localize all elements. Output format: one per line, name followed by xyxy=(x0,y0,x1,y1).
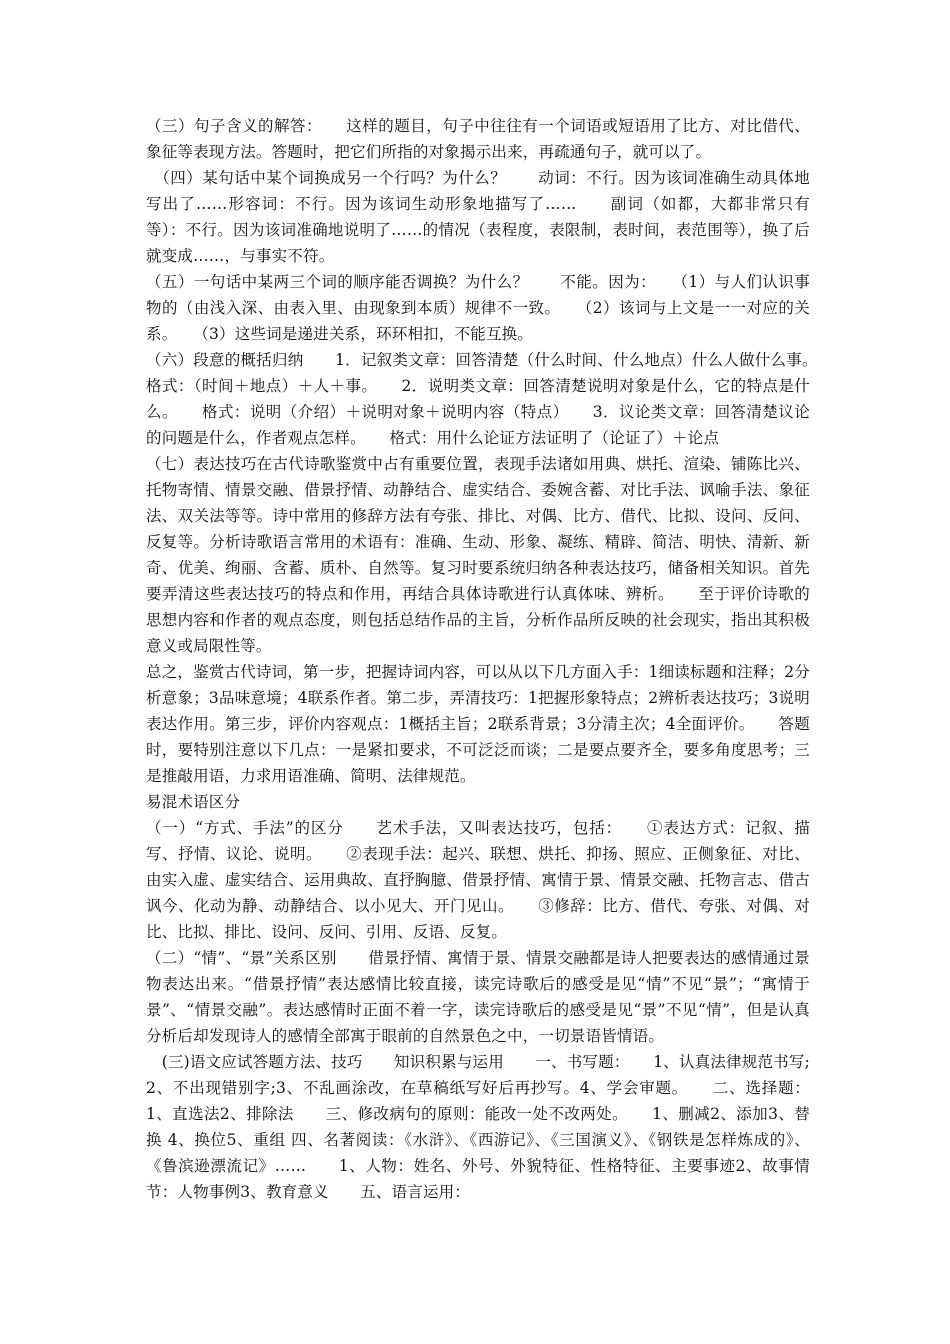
paragraph-sentence-meaning: （三）句子含义的解答： 这样的题目，句子中往往有一个词语或短语用了比方、对比借代、象征等表现方法。答题时，把它们所指的对象揭示出来，再疏通句子，就可以了。 xyxy=(146,117,810,161)
paragraph-expression-techniques: （七）表达技巧在古代诗歌鉴赏中占有重要位置，表现手法诸如用典、烘托、渲染、铺陈比兴、托物寄情、情景交融、借景抒情、动静结合、虚实结合、委婉含蓄、对比手法、讽喻手法、象征法、双关法等等。诗中常用的修辞方法有夸张、排比、对偶、比方、借代、比拟、设问、反问、反复等。分析诗歌语言常用的术语有：准确、生动、形象、凝练、精辟、简洁、明快、清新、新奇、优美、绚丽、含蓄、质朴、自然等。复习时要系统归纳各种表达技巧，储备相关知识。首先要弄清这些表达技巧的特点和作用，再结合具体诗歌进行认真体味、辨析。 至于评价诗歌的思想内容和作者的观点态度，则包括总结作品的主旨，分析作品所反映的社会现实，指出其积极意义或局限性等。 xyxy=(146,455,810,655)
paragraph-word-replacement: （四）某句话中某个词换成另一个行吗？为什么？ 动词：不行。因为该词准确生动具体地写出了……形容词：不行。因为该词生动形象地描写了…… 副词（如都，大都非常只有等）：不行。因为该词准确地说明了……的情况（表程度，表限制，表时间，表范围等），换了后就变成……，与事实不符。 xyxy=(146,169,810,265)
paragraph-emotion-scene: （二）“情”、“景”关系区别 借景抒情、寓情于景、情景交融都是诗人把要表达的感情通过景物表达出来。“借景抒情”表达感情比较直接，读完诗歌后的感受是见“情”不见“景”；“寓情于景”、“情景交融”。表达感情时正面不着一字，读完诗歌后的感受是见“景”不见“情”，但是认真分析后却发现诗人的感情全部寓于眼前的自然景色之中，一切景语皆情语。 xyxy=(146,949,810,1045)
paragraph-methods-distinction: （一）“方式、手法”的区分 艺术手法，又叫表达技巧，包括： ①表达方式：记叙、描写、抒情、议论、说明。 ②表现手法：起兴、联想、烘托、抑扬、照应、正侧象征、对比、由实入虚、虚实结合、运用典故、直抒胸臆、借景抒情、寓情于景、情景交融、托物言志、借古讽今、化动为静、动静结合、以小见大、开门见山。 ③修辞：比方、借代、夸张、对偶、对比、比拟、排比、设问、反问、引用、反语、反复。 xyxy=(146,819,810,941)
paragraph-word-order: （五）一句话中某两三个词的顺序能否调换？为什么？ 不能。因为： （1）与人们认识事物的（由浅入深、由表入里、由现象到本质）规律不一致。 （2）该词与上文是一一对应的关系。 （3）这些词是递进关系，环环相扣，不能互换。 xyxy=(146,273,810,343)
document-body xyxy=(146,113,842,1205)
paragraph-conclusion: 总之，鉴赏古代诗词，第一步，把握诗词内容，可以从以下几方面入手：1细读标题和注释；2分析意象；3品味意境；4联系作者。第二步，弄清技巧：1把握形象特点；2辨析表达技巧；3说明表达作用。第三步，评价内容观点：1概括主旨；2联系背景；3分清主次；4全面评价。 答题时，要特别注意以下几点：一是紧扣要求，不可泛泛而谈；二是要点要齐全，要多角度思考；三是推敲用语，力求用语准确、简明、法律规范。 xyxy=(146,663,810,785)
paragraph-summary: （六）段意的概括归纳 1．记叙类文章：回答清楚（什么时间、什么地点）什么人做什么事。 格式：（时间＋地点）＋人＋事。 2．说明类文章：回答清楚说明对象是什么，它的特点是什么。 格式：说明（介绍）＋说明对象＋说明内容（特点） 3．议论类文章：回答清楚议论的问题是什么，作者观点怎样。 格式：用什么论证方法证明了（论证了）＋论点 xyxy=(146,351,842,447)
section-heading-terms: 易混术语区分 xyxy=(146,793,241,811)
paragraph-exam-techniques: (三)语文应试答题方法、技巧 知识积累与运用 一、书写题： 1、认真法律规范书写;2、不出现错别字;3、不乱画涂改，在草稿纸写好后再抄写。4、学会审题。 二、选择题：1、直选法2、排除法 三、修改病句的原则：能改一处不改两处。 1、删减2、添加3、替换 4、换位5、重组 四、名著阅读：《水浒》、《西游记》、《三国演义》、《钢铁是怎样炼成的》、《鲁滨逊漂流记》…… 1、人物：姓名、外号、外貌特征、性格特征、主要事迹2、故事情节：人物事例3、教育意义 五、语言运用： xyxy=(146,1053,810,1201)
